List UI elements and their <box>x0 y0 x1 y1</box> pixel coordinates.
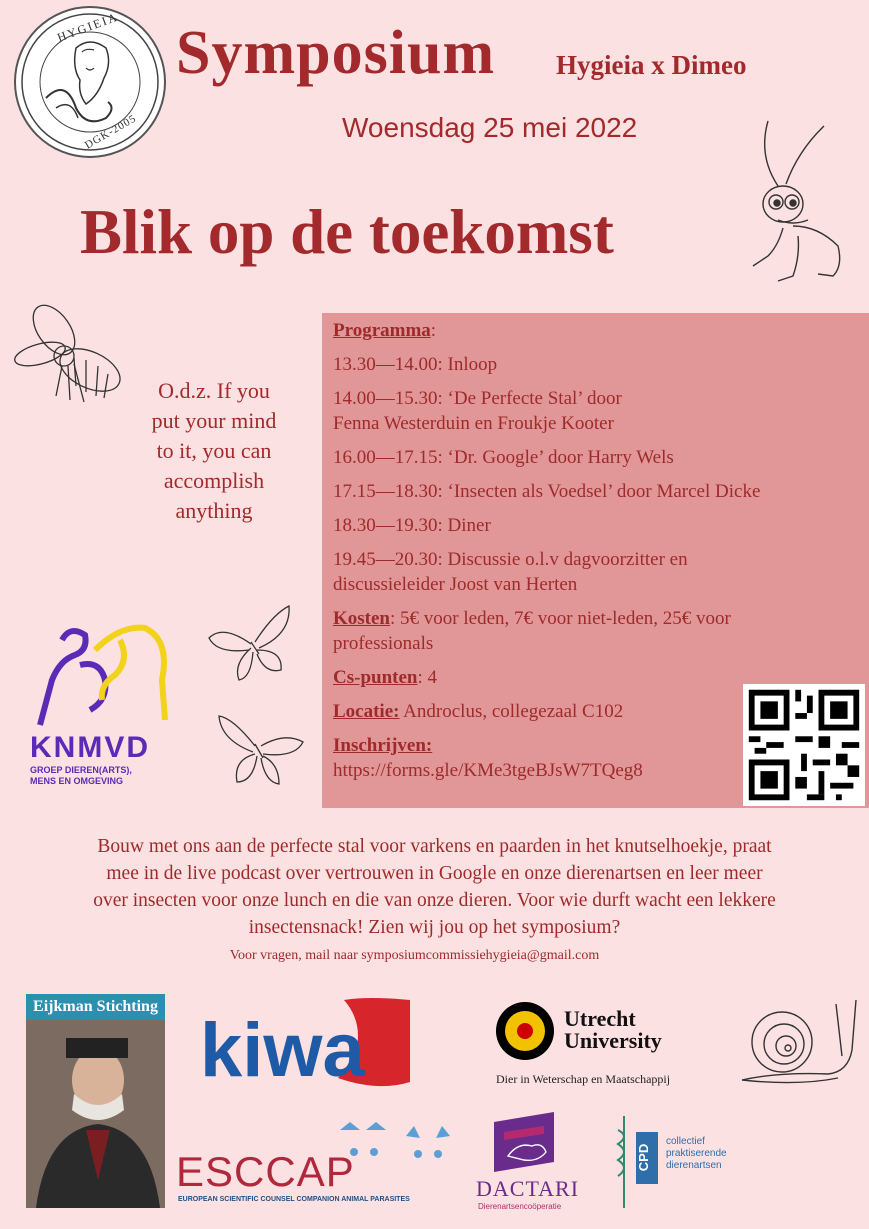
program-item-line: 13.30—14.00: Inloop <box>333 354 498 375</box>
dactari-sub: Dierenartsencoöperatie <box>478 1202 562 1211</box>
uu-name <box>564 1008 662 1052</box>
contact-line: Voor vragen, mail naar symposiumcommissiehygieia@gmail.com <box>229 948 600 963</box>
hygieia-logo-top-text: HYGIEIA <box>55 9 121 45</box>
motto-line: anything <box>175 498 253 523</box>
intro-line: mee in de live podcast over vertrouwen in Google en onze dierenartsen en leer meer <box>106 863 763 884</box>
program-item-line: 16.00—17.15: ‘Dr. Google’ door Harry Wels <box>333 447 674 468</box>
cpd-line-2: praktiserende <box>666 1148 727 1159</box>
kiwa-text: kiwa <box>200 1008 365 1092</box>
qr-code-icon <box>743 684 865 806</box>
butterfly-icon <box>203 604 293 688</box>
intro-paragraph <box>0 833 869 941</box>
program-item-line: 19.45—20.30: Discussie o.l.v dagvoorzitter en <box>333 549 688 570</box>
program-heading <box>333 318 863 343</box>
program-item-line: discussieleider Joost van Herten <box>333 574 578 595</box>
knmvd-line-1: GROEP DIEREN(ARTS), <box>30 765 132 775</box>
utrecht-university-logo <box>494 1000 724 1090</box>
kiwa-logo <box>198 996 416 1092</box>
caduceus-icon <box>614 1116 634 1208</box>
program-item <box>333 513 863 538</box>
program-item <box>333 352 863 377</box>
program-item <box>333 386 863 436</box>
motto-quote <box>134 376 294 526</box>
program-item-line: 17.15—18.30: ‘Insecten als Voedsel’ door Marcel Dicke <box>333 481 761 502</box>
hygieia-logo-bottom-text: DGK-2005 <box>82 112 139 152</box>
esccap-name: ESCCAP <box>176 1148 355 1195</box>
grasshopper-icon <box>738 116 853 288</box>
dactari-name: DACTARI <box>476 1176 580 1201</box>
motto-line: to it, you can <box>156 438 272 463</box>
register-label: Inschrijven: <box>333 735 433 756</box>
event-date: Woensdag 25 mei 2022 <box>342 112 638 143</box>
bee-icon <box>12 300 128 412</box>
cpd-badge-text: CPD <box>636 1143 652 1172</box>
cpd-line-3: dierenartsen <box>666 1160 722 1171</box>
hygieia-logo <box>14 6 166 158</box>
cs-value: : 4 <box>417 667 438 688</box>
location-label: Locatie: <box>333 701 400 722</box>
eijkman-logo <box>26 994 165 1208</box>
location-value: Androclus, collegezaal C102 <box>399 701 624 722</box>
intro-line: Bouw met ons aan de perfecte stal voor varkens en paarden in het knutselhoekje, praat <box>97 836 772 857</box>
esccap-logo <box>176 1122 462 1206</box>
cpd-text <box>666 1136 727 1172</box>
program-item-line: 18.30—19.30: Diner <box>333 515 491 536</box>
portrait-icon <box>26 1020 165 1208</box>
costs-label: Kosten <box>333 608 390 629</box>
program-heading-suffix: : <box>430 320 437 341</box>
headline: Blik op de toekomst <box>80 197 614 267</box>
costs-value: : 5€ voor leden, 7€ voor niet-leden, 25€ voor <box>390 608 731 629</box>
intro-line: over insecten voor onze lunch en die van onze dieren. Voor wie durft wacht een lekkere <box>93 890 776 911</box>
esccap-sub: EUROPEAN SCIENTIFIC COUNSEL COMPANION ANIMAL PARASITES <box>178 1196 410 1203</box>
uu-tagline: Dier in Weterschap en Maatschappij <box>496 1072 671 1086</box>
sun-seal-icon <box>494 1000 556 1062</box>
motto-line: accomplish <box>163 468 265 493</box>
knmvd-line-2: MENS EN OMGEVING <box>30 776 124 786</box>
register-link[interactable]: https://forms.gle/KMe3tgeBJsW7TQeg8 <box>333 760 643 781</box>
cpd-line-1: collectief <box>666 1136 705 1147</box>
butterfly-icon <box>215 712 307 788</box>
intro-line: insectensnack! Zien wij jou op het symposium? <box>248 917 621 938</box>
cs-label: Cs-punten <box>333 667 418 688</box>
knmvd-logo <box>30 620 190 800</box>
program-item-line: 14.00—15.30: ‘De Perfecte Stal’ door <box>333 388 622 409</box>
page-subtitle: Hygieia x Dimeo <box>556 50 747 80</box>
qr-code[interactable] <box>743 684 865 806</box>
program-heading-label: Programma <box>333 320 431 341</box>
snail-icon <box>738 990 863 1086</box>
human-horse-icon <box>30 620 180 730</box>
lion-icon <box>494 1112 564 1174</box>
knmvd-name: KNMVD <box>30 731 150 764</box>
motto-line: O.d.z. If you <box>158 378 270 403</box>
uu-line-2: University <box>564 1028 662 1053</box>
dactari-logo <box>476 1112 588 1212</box>
page-title: Symposium <box>176 19 496 87</box>
costs <box>333 606 863 656</box>
uu-line-1: Utrecht <box>564 1006 636 1031</box>
program-item <box>333 445 863 470</box>
eijkman-label: Eijkman Stichting <box>26 994 165 1020</box>
cpd-badge <box>636 1132 658 1184</box>
cpd-logo <box>614 1116 734 1206</box>
program-item <box>333 547 863 597</box>
costs-value-continued: professionals <box>333 633 434 654</box>
program-item <box>333 479 863 504</box>
program-item-line: Fenna Westerduin en Froukje Kooter <box>333 413 614 434</box>
motto-line: put your mind <box>151 408 277 433</box>
